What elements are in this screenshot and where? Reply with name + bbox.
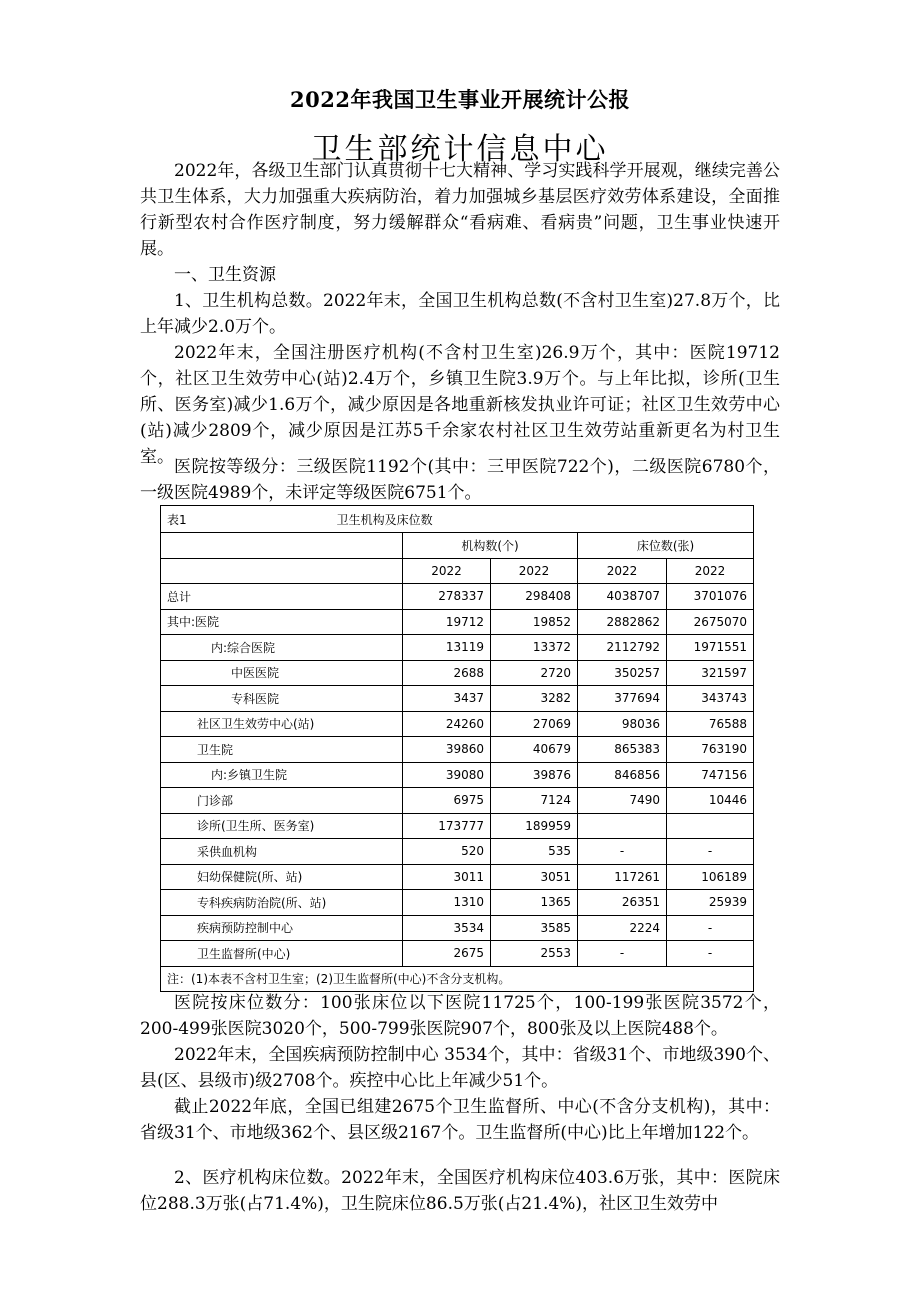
value-cell: 747156 — [667, 762, 754, 788]
value-cell: 1310 — [403, 890, 491, 916]
value-cell: 3437 — [403, 686, 491, 712]
value-cell: 2675 — [403, 941, 491, 967]
value-cell: 520 — [403, 839, 491, 865]
table-row — [161, 737, 754, 763]
value-cell: 763190 — [667, 737, 754, 763]
intro-paragraph: 2022年，各级卫生部门认真贯彻十七大精神、学习实践科学开展观，继续完善公共卫生体系，大力加强重大疾病防治，着力加强城乡基层医疗效劳体系建设，全面推行新型农村合作医疗制度，努力缓解群众“看病难、看病贵”问题，卫生事业快速开展。 — [140, 161, 780, 259]
year-header: 2022 — [491, 558, 578, 584]
value-cell: 13119 — [403, 635, 491, 661]
value-cell: 189959 — [491, 813, 578, 839]
value-cell: 865383 — [578, 737, 667, 763]
document-subtitle: 卫生部统计信息中心 — [311, 132, 609, 167]
row-label: 门诊部 — [161, 788, 403, 814]
value-cell: 1365 — [491, 890, 578, 916]
value-cell: 39080 — [403, 762, 491, 788]
section-heading-resources: 一、卫生资源 — [174, 265, 276, 285]
value-cell: 1971551 — [667, 635, 754, 661]
row-label: 妇幼保健院(所、站) — [161, 864, 403, 890]
table-row — [161, 660, 754, 686]
value-cell: - — [667, 915, 754, 941]
year-header: 2022 — [667, 558, 754, 584]
value-cell: 106189 — [667, 864, 754, 890]
value-cell: 343743 — [667, 686, 754, 712]
value-cell: 2675070 — [667, 609, 754, 635]
table-caption-row — [161, 506, 754, 533]
table-row — [161, 915, 754, 941]
value-cell: - — [667, 941, 754, 967]
value-cell: 117261 — [578, 864, 667, 890]
value-cell: 3282 — [491, 686, 578, 712]
paragraph-medical-institutions: 2022年末，全国注册医疗机构(不含村卫生室)26.9万个，其中：医院19712个，社区卫生效劳中心(站)2.4万个，乡镇卫生院3.9万个。与上年比拟，诊所(卫生所、医务室)减少1.6万个，减少原因是各地重新核发执业许可证；社区卫生效劳中心(站)减少2809个，减少原因是江苏5千余家农村社区卫生效劳站重新更名为村卫生室。 — [140, 343, 780, 467]
row-label: 疾病预防控制中心 — [161, 915, 403, 941]
value-cell: 26351 — [578, 890, 667, 916]
table-row — [161, 864, 754, 890]
row-label: 总计 — [161, 584, 403, 610]
value-cell: 2688 — [403, 660, 491, 686]
year-header: 2022 — [578, 558, 667, 584]
table-year-corner — [161, 558, 403, 584]
value-cell: 3051 — [491, 864, 578, 890]
value-cell: 2882862 — [578, 609, 667, 635]
value-cell: 27069 — [491, 711, 578, 737]
value-cell: 13372 — [491, 635, 578, 661]
table-title: 卫生机构及床位数 — [336, 512, 433, 527]
table-body — [161, 584, 754, 967]
row-label: 中医医院 — [161, 660, 403, 686]
paragraph-cdc: 2022年末，全国疾病预防控制中心 3534个，其中：省级31个、市地级390个、县(区、县级市)级2708个。疾控中心比上年减少51个。 — [140, 1045, 780, 1091]
value-cell: 6975 — [403, 788, 491, 814]
value-cell: 39876 — [491, 762, 578, 788]
value-cell: 2553 — [491, 941, 578, 967]
paragraph-bed-count: 2、医疗机构床位数。2022年末，全国医疗机构床位403.6万张，其中：医院床位288.3万张(占71.4%)，卫生院床位86.5万张(占21.4%)，社区卫生效劳中 — [140, 1168, 780, 1214]
row-label: 卫生监督所(中心) — [161, 941, 403, 967]
year-header: 2022 — [403, 558, 491, 584]
row-label: 卫生院 — [161, 737, 403, 763]
paragraph-hospital-beds: 医院按床位数分：100张床位以下医院11725个，100-199张医院3572个，200-499张医院3020个，500-799张医院907个，800张及以上医院488个。 — [140, 993, 780, 1039]
table-row — [161, 839, 754, 865]
row-label: 社区卫生效劳中心(站) — [161, 711, 403, 737]
table-row — [161, 686, 754, 712]
table-row — [161, 813, 754, 839]
table-note: 注：(1)本表不含村卫生室；(2)卫生监督所(中心)不含分支机构。 — [161, 966, 754, 991]
header-institutions: 机构数(个) — [403, 533, 578, 559]
table-row — [161, 609, 754, 635]
value-cell: 25939 — [667, 890, 754, 916]
table-row — [161, 635, 754, 661]
table-year-header-row — [161, 558, 754, 584]
table-corner-cell — [161, 533, 403, 559]
value-cell: 298408 — [491, 584, 578, 610]
value-cell — [667, 813, 754, 839]
value-cell: - — [578, 941, 667, 967]
value-cell: - — [578, 839, 667, 865]
value-cell: 76588 — [667, 711, 754, 737]
value-cell — [578, 813, 667, 839]
table-label: 表1 — [167, 512, 187, 527]
row-label: 内:乡镇卫生院 — [161, 762, 403, 788]
row-label: 专科医院 — [161, 686, 403, 712]
table-row — [161, 941, 754, 967]
table-caption — [161, 506, 754, 533]
paragraph-hospital-grades: 医院按等级分：三级医院1192个(其中：三甲医院722个)，二级医院6780个，一级医院4989个，未评定等级医院6751个。 — [140, 457, 780, 503]
document-title: 2022年我国卫生事业开展统计公报 — [290, 87, 630, 112]
value-cell: 535 — [491, 839, 578, 865]
value-cell: 3534 — [403, 915, 491, 941]
value-cell: 24260 — [403, 711, 491, 737]
value-cell: 846856 — [578, 762, 667, 788]
table-row — [161, 584, 754, 610]
row-label: 内:综合医院 — [161, 635, 403, 661]
value-cell: 3011 — [403, 864, 491, 890]
value-cell: 173777 — [403, 813, 491, 839]
table-row — [161, 890, 754, 916]
value-cell: 377694 — [578, 686, 667, 712]
table-row — [161, 762, 754, 788]
row-label: 专科疾病防治院(所、站) — [161, 890, 403, 916]
table-note-row — [161, 966, 754, 991]
paragraph-institution-total: 1、卫生机构总数。2022年末，全国卫生机构总数(不含村卫生室)27.8万个，比上年减少2.0万个。 — [140, 291, 780, 337]
value-cell: 2720 — [491, 660, 578, 686]
value-cell: 19712 — [403, 609, 491, 635]
value-cell: 7490 — [578, 788, 667, 814]
value-cell: 7124 — [491, 788, 578, 814]
row-label: 其中:医院 — [161, 609, 403, 635]
value-cell: 19852 — [491, 609, 578, 635]
header-beds: 床位数(张) — [578, 533, 754, 559]
table-group-header-row — [161, 533, 754, 559]
row-label: 诊所(卫生所、医务室) — [161, 813, 403, 839]
value-cell: 4038707 — [578, 584, 667, 610]
value-cell: 40679 — [491, 737, 578, 763]
row-label: 采供血机构 — [161, 839, 403, 865]
value-cell: 3585 — [491, 915, 578, 941]
institution-bed-table — [160, 505, 754, 992]
value-cell: 278337 — [403, 584, 491, 610]
value-cell: 2112792 — [578, 635, 667, 661]
value-cell: 2224 — [578, 915, 667, 941]
table-row — [161, 788, 754, 814]
value-cell: 98036 — [578, 711, 667, 737]
value-cell: 350257 — [578, 660, 667, 686]
paragraph-health-supervision: 截止2022年底，全国已组建2675个卫生监督所、中心(不含分支机构)，其中：省级31个、市地级362个、县区级2167个。卫生监督所(中心)比上年增加122个。 — [140, 1097, 780, 1143]
value-cell: 321597 — [667, 660, 754, 686]
value-cell: 39860 — [403, 737, 491, 763]
value-cell: 3701076 — [667, 584, 754, 610]
value-cell: - — [667, 839, 754, 865]
value-cell: 10446 — [667, 788, 754, 814]
table-row — [161, 711, 754, 737]
